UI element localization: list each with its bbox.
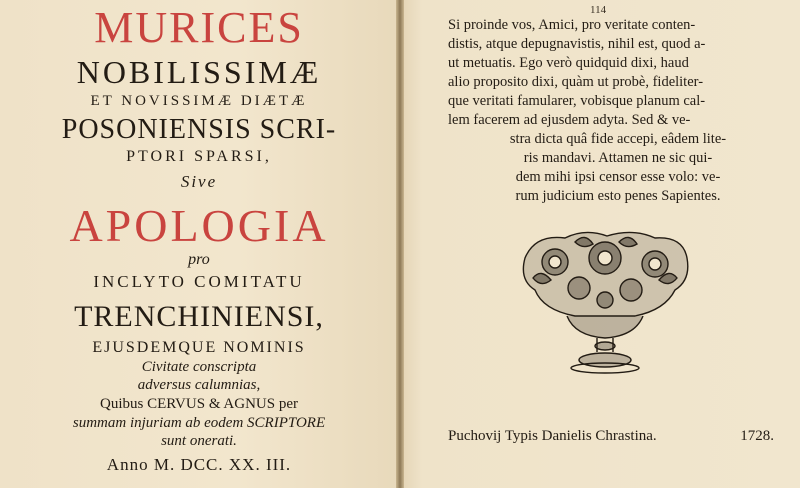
text-line: Si proinde vos, Amici, pro veritate conten-	[448, 17, 696, 33]
text-line: stra dicta quâ fide accepi, eâdem lite-	[509, 131, 727, 147]
title-summam: summam injuriam ab eodem SCRIPTORE	[72, 415, 326, 431]
title-anno: Anno M. DCC. XX. III.	[106, 455, 292, 474]
text-line: ut metuatis. Ego verò quidquid dixi, haud	[448, 55, 689, 71]
imprint-line	[448, 428, 788, 445]
text-line: alio proposito dixi, quàm ut probè, fideliter-	[448, 74, 704, 90]
printer-imprint: Puchovij Typis Danielis Chrastina.	[448, 428, 657, 444]
text-line: lem facerem ad ejusdem adyta. Sed & ve-	[448, 112, 691, 128]
title-sunt-onerati: sunt onerati.	[161, 433, 237, 449]
text-line: ris mandavi. Attamen ne sic qui-	[523, 150, 713, 166]
title-pro: pro	[188, 251, 210, 268]
title-novissimae-diaetae: ET NOVISSIMÆ DIÆTÆ	[90, 93, 308, 109]
title-quibus: Quibus CERVUS & AGNUS per	[100, 396, 298, 412]
page-number: 114	[590, 4, 607, 16]
title-trenchiniensi: TRENCHINIENSI,	[74, 300, 324, 333]
text-line: distis, atque depugnavistis, nihil est, quod a-	[448, 36, 706, 52]
text-line: rum judicium esto penes Sapientes.	[515, 188, 721, 204]
title-page	[0, 0, 398, 488]
title-posoniensis: POSONIENSIS SCRI-	[61, 114, 337, 145]
title-murices: MURICES	[94, 3, 304, 52]
title-nobilissimae: NOBILISSIMÆ	[76, 54, 322, 90]
title-inclyto-comitatu: INCLYTO COMITATU	[93, 272, 305, 291]
title-ptori-sparsi: PTORI SPARSI,	[126, 148, 272, 165]
text-line: que veritati famularer, vobisque planum cal-	[448, 93, 706, 109]
text-line: dem mihi ipsi censor esse volo: ve-	[515, 169, 721, 185]
flower-vase-ornament-icon	[515, 228, 695, 378]
title-civitate: Civitate conscripta	[141, 359, 257, 375]
book-gutter	[396, 0, 404, 488]
title-sive: Sive	[180, 172, 218, 191]
body-paragraph	[448, 16, 788, 206]
title-ejusdemque-nominis: EJUSDEMQUE NOMINIS	[92, 339, 306, 356]
title-adversus: adversus calumnias,	[137, 377, 261, 393]
imprint-year: 1728.	[740, 428, 774, 444]
title-apologia: APOLOGIA	[69, 200, 329, 251]
